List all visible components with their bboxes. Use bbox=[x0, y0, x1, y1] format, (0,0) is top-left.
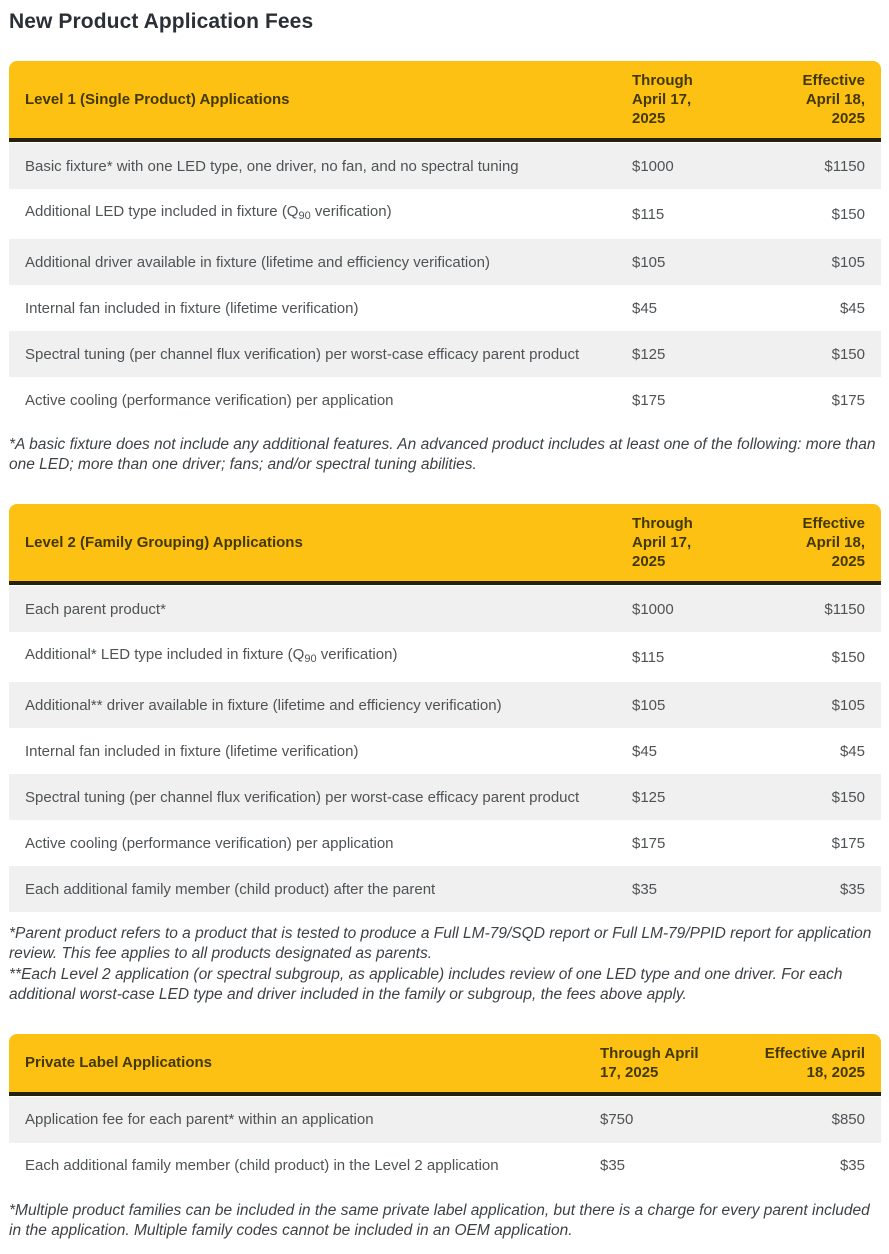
fee-through-value: $1000 bbox=[632, 157, 674, 175]
fee-effective-value: $150 bbox=[831, 648, 865, 666]
table-row bbox=[9, 866, 881, 912]
row-label: Basic fixture* with one LED type, one driver, no fan, and no spectral tuning bbox=[25, 157, 519, 175]
fee-effective-value: $850 bbox=[831, 1111, 865, 1129]
row-label: Internal fan included in fixture (lifetime verification) bbox=[25, 299, 359, 317]
column-header-effective: Effective April 18, 2025 bbox=[802, 72, 865, 127]
fee-effective-value: $35 bbox=[839, 880, 865, 898]
fee-through-value: $125 bbox=[632, 345, 666, 363]
table-header-row bbox=[9, 504, 881, 585]
table-row bbox=[9, 682, 881, 728]
column-header-through: Through April 17, 2025 bbox=[600, 1044, 699, 1081]
fee-through-value: $175 bbox=[632, 391, 666, 409]
fee-through-value: $115 bbox=[632, 648, 665, 666]
fee-effective-value: $175 bbox=[831, 391, 865, 409]
table-title: Level 2 (Family Grouping) Applications bbox=[25, 534, 303, 552]
level1-fees-table bbox=[9, 61, 881, 423]
table-row bbox=[9, 632, 881, 682]
table-row bbox=[9, 1097, 881, 1143]
row-label: Each parent product* bbox=[25, 600, 166, 618]
fee-effective-value: $150 bbox=[831, 345, 865, 363]
level1-fees-section bbox=[9, 61, 881, 475]
column-header-through: Through April 17, 2025 bbox=[632, 515, 693, 571]
fee-through-value: $125 bbox=[632, 788, 666, 806]
table-body bbox=[9, 143, 881, 423]
row-label: Spectral tuning (per channel flux verification) per worst-case efficacy parent product bbox=[25, 788, 580, 806]
fee-through-value: $35 bbox=[600, 1157, 626, 1175]
column-header-effective: Effective April 18, 2025 bbox=[802, 515, 865, 571]
fee-through-value: $45 bbox=[632, 299, 658, 317]
fee-effective-value: $175 bbox=[831, 834, 865, 852]
row-label: Active cooling (performance verification) per application bbox=[25, 391, 394, 409]
footnote: *A basic fixture does not include any additional features. An advanced product includes at least one of the following: more than one LED; more than one driver; fans; and/or spectral tuning abilities. bbox=[9, 436, 876, 474]
fee-through-value: $115 bbox=[632, 205, 665, 223]
footnotes bbox=[9, 924, 881, 1005]
row-label: Each additional family member (child product) in the Level 2 application bbox=[25, 1157, 499, 1175]
table-title: Level 1 (Single Product) Applications bbox=[25, 91, 290, 108]
fee-effective-value: $45 bbox=[839, 299, 865, 317]
table-row bbox=[9, 189, 881, 239]
table-row bbox=[9, 1143, 881, 1189]
table-row bbox=[9, 239, 881, 285]
row-label: Additional LED type included in fixture ($Q_{90}$ verification) bbox=[25, 203, 392, 222]
footnotes bbox=[9, 1201, 881, 1241]
fee-effective-value: $150 bbox=[831, 788, 865, 806]
fee-through-value: $750 bbox=[600, 1111, 634, 1129]
row-label: Additional driver available in fixture (lifetime and efficiency verification) bbox=[25, 253, 490, 271]
fee-effective-value: $1150 bbox=[824, 600, 865, 618]
footnote: *Parent product refers to a product that is tested to produce a Full LM-79/SQD report or Full LM-79/PPID report for application review. This fee applies to all products designated as parents. bbox=[9, 925, 872, 963]
column-header-through: Through April 17, 2025 bbox=[632, 72, 693, 127]
fee-through-value: $35 bbox=[632, 880, 658, 898]
fee-through-value: $105 bbox=[632, 696, 666, 714]
level2-fees-table bbox=[9, 504, 881, 912]
fee-effective-value: $150 bbox=[831, 205, 865, 223]
fee-through-value: $45 bbox=[632, 742, 658, 760]
footnotes bbox=[9, 435, 881, 475]
fee-through-value: $1000 bbox=[632, 600, 674, 618]
table-header-row bbox=[9, 61, 881, 142]
private-label-fees-section bbox=[9, 1034, 881, 1241]
footnote: *Multiple product families can be included in the same private label application, but there is a charge for every parent included in the application. Multiple family codes cannot be included in an OEM application. bbox=[9, 1201, 870, 1239]
private-label-fees-table bbox=[9, 1034, 881, 1189]
table-header-row bbox=[9, 1034, 881, 1096]
table-row bbox=[9, 285, 881, 331]
row-label: Each additional family member (child product) after the parent bbox=[25, 880, 436, 898]
table-body bbox=[9, 586, 881, 912]
table-row bbox=[9, 586, 881, 632]
table-row bbox=[9, 377, 881, 423]
table-row bbox=[9, 820, 881, 866]
fee-effective-value: $35 bbox=[839, 1157, 865, 1175]
subscript-text: 90 bbox=[298, 210, 311, 222]
row-label: Internal fan included in fixture (lifetime verification) bbox=[25, 742, 359, 760]
footnote: **Each Level 2 application (or spectral subgroup, as applicable) includes review of one LED type and one driver. For each additional worst-case LED type and driver included in the family or subgroup, the fees above apply. bbox=[9, 965, 843, 1003]
table-row bbox=[9, 143, 881, 189]
table-row bbox=[9, 331, 881, 377]
fee-effective-value: $45 bbox=[839, 742, 865, 760]
table-title: Private Label Applications bbox=[25, 1054, 212, 1072]
row-label: Application fee for each parent* within an application bbox=[25, 1111, 374, 1129]
table-row bbox=[9, 774, 881, 820]
table-body bbox=[9, 1097, 881, 1189]
table-row bbox=[9, 728, 881, 774]
fee-effective-value: $105 bbox=[831, 696, 865, 714]
row-label: Additional* LED type included in fixture ($Q_{90}$ verification) bbox=[25, 646, 398, 666]
row-label: Active cooling (performance verification) per application bbox=[25, 834, 394, 852]
fee-through-value: $175 bbox=[632, 834, 666, 852]
fee-effective-value: $105 bbox=[831, 253, 865, 271]
page-title: New Product Application Fees bbox=[9, 10, 314, 33]
subscript-text: 90 bbox=[304, 653, 317, 666]
level2-fees-section bbox=[9, 504, 881, 1005]
fee-effective-value: $1150 bbox=[824, 157, 865, 175]
column-header-effective: Effective April 18, 2025 bbox=[764, 1044, 865, 1081]
row-label: Additional** driver available in fixture (lifetime and efficiency verification) bbox=[25, 696, 502, 714]
fee-through-value: $105 bbox=[632, 253, 666, 271]
row-label: Spectral tuning (per channel flux verification) per worst-case efficacy parent product bbox=[25, 345, 580, 363]
